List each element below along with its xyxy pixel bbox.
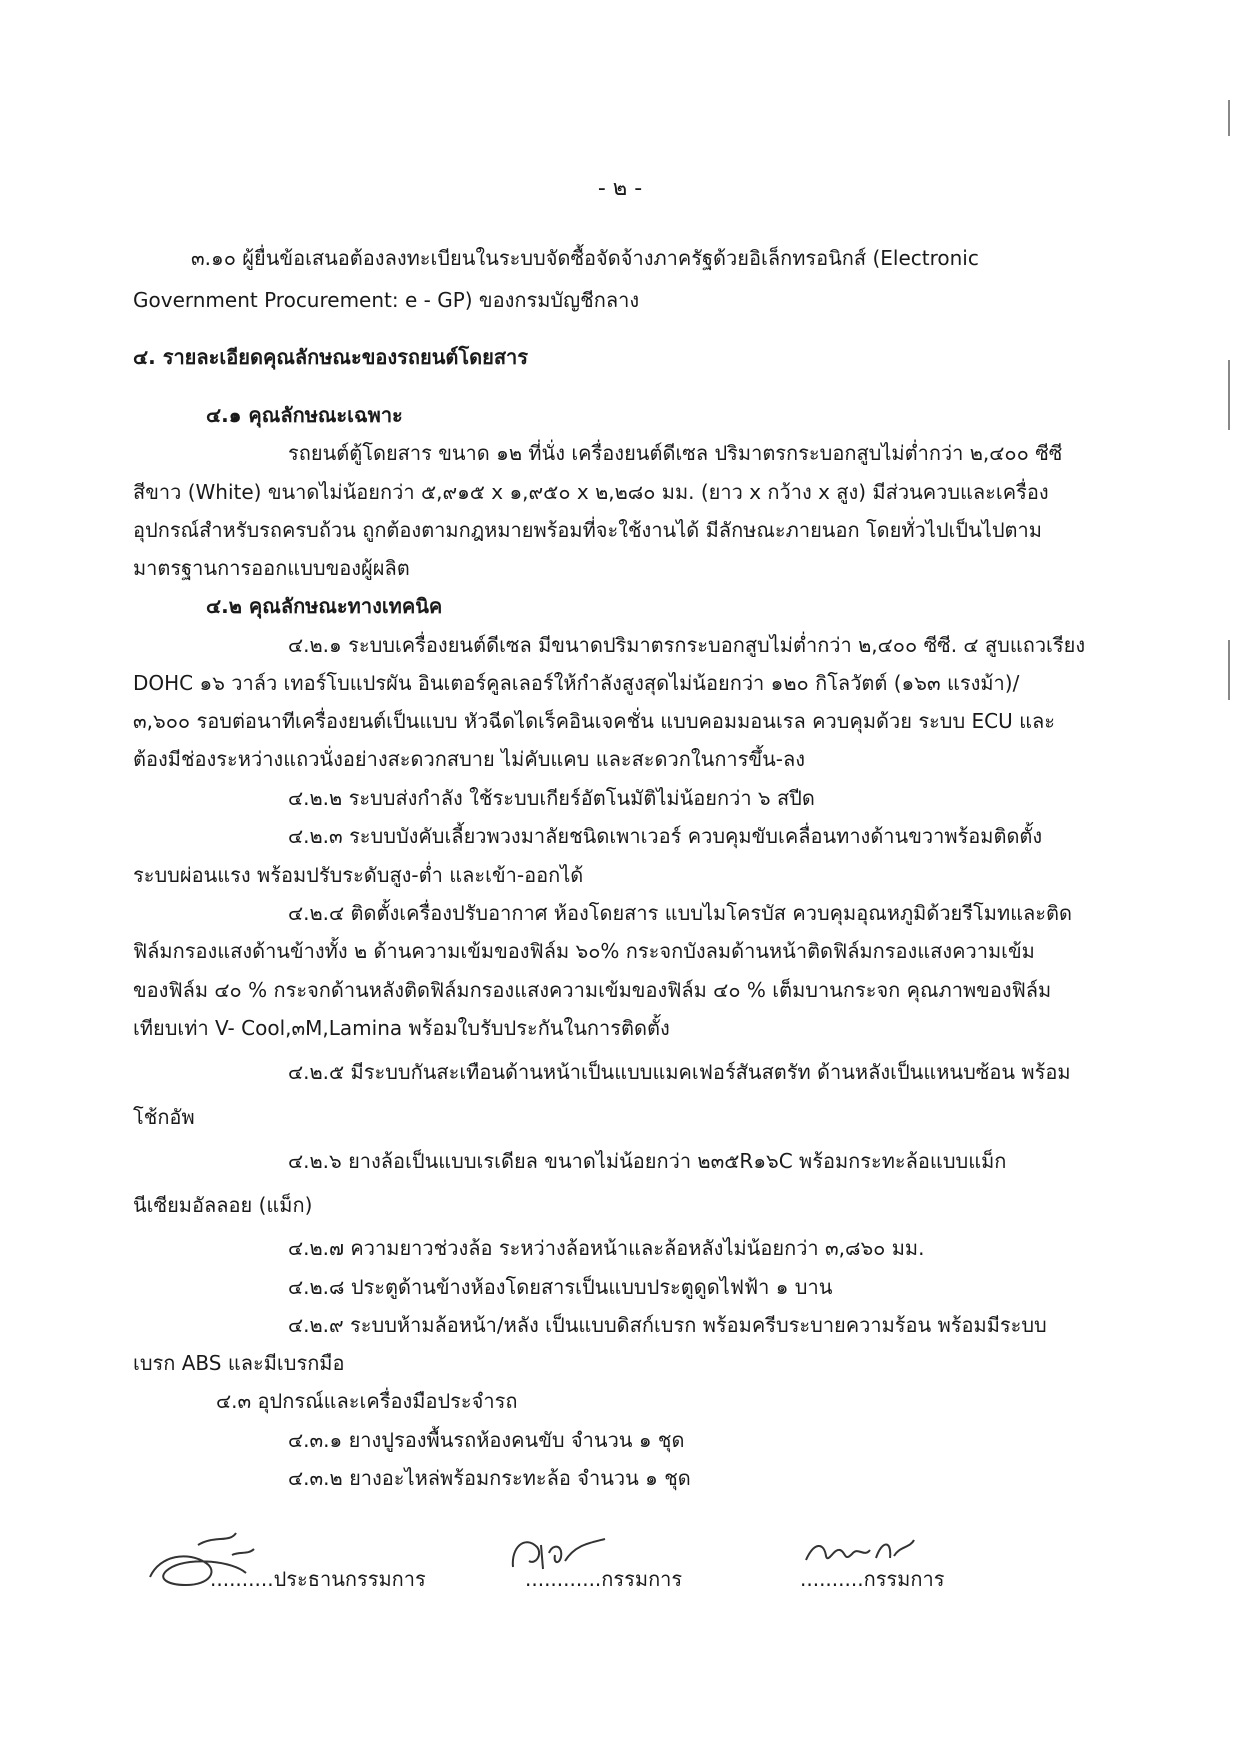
scan-mark [1228, 360, 1230, 430]
signature-dots: .......... [210, 1567, 274, 1591]
text-line: ของฟิล์ม ๔๐ % กระจกด้านหลังติดฟิล์มกรองแสงความเข้มของฟิล์ม ๔๐ % เต็มบานกระจก คุณภาพของฟิล์ม [133, 978, 1052, 1002]
text-line: ๔.๒.๒ ระบบส่งกำลัง ใช้ระบบเกียร์อัตโนมัติไม่น้อยกว่า ๖ สปีด [288, 786, 815, 810]
subsection-heading: ๔.๒ คุณลักษณะทางเทคนิค [206, 594, 443, 618]
text-line: ๔.๒.๘ ประตูด้านข้างห้องโดยสารเป็นแบบประตูดูดไฟฟ้า ๑ บาน [288, 1275, 833, 1299]
scan-mark [1228, 640, 1230, 700]
text-line: ๓.๑๐ ผู้ยื่นข้อเสนอต้องลงทะเบียนในระบบจัดซื้อจัดจ้างภาครัฐด้วยอิเล็กทรอนิกส์ (Electronic [191, 246, 979, 270]
text-line: ๔.๒.๗ ความยาวช่วงล้อ ระหว่างล้อหน้าและล้อหลังไม่น้อยกว่า ๓,๘๖๐ มม. [288, 1236, 925, 1260]
text-line: มาตรฐานการออกแบบของผู้ผลิต [133, 556, 410, 580]
text-line: ๔.๒.๙ ระบบห้ามล้อหน้า/หลัง เป็นแบบดิสก์เบรก พร้อมครีบระบายความร้อน พร้อมมีระบบ [288, 1313, 1047, 1337]
text-line: นีเซียมอัลลอย (แม็ก) [133, 1193, 313, 1217]
text-line: ๔.๒.๖ ยางล้อเป็นแบบเรเดียล ขนาดไม่น้อยกว่า ๒๓๕R๑๖C พร้อมกระทะล้อแบบแม็ก [288, 1149, 1007, 1173]
text-line: รถยนต์ตู้โดยสาร ขนาด ๑๒ ที่นั่ง เครื่องยนต์ดีเซล ปริมาตรกระบอกสูบไม่ต่ำกว่า ๒,๔๐๐ ซีซี [288, 441, 1063, 465]
text-line: ๔.๓.๑ ยางปูรองพื้นรถห้องคนขับ จำนวน ๑ ชุด [288, 1428, 685, 1452]
text-line: ๔.๓.๒ ยางอะไหล่พร้อมกระทะล้อ จำนวน ๑ ชุด [288, 1466, 691, 1490]
text-line: DOHC ๑๖ วาล์ว เทอร์โบแปรผัน อินเตอร์คูลเลอร์ให้กำลังสูงสุดไม่น้อยกว่า ๑๒๐ กิโลวัตต์ (๑๖๓ แรงม้า)/ [133, 671, 1020, 695]
text-line: ๔.๒.๔ ติดตั้งเครื่องปรับอากาศ ห้องโดยสาร แบบไมโครบัส ควบคุมอุณหภูมิด้วยรีโมทและติด [288, 901, 1072, 925]
text-line: ๔.๒.๕ มีระบบกันสะเทือนด้านหน้าเป็นแบบแมคเฟอร์สันสตรัท ด้านหลังเป็นแหนบซ้อน พร้อม [288, 1060, 1071, 1084]
section-heading: ๔. รายละเอียดคุณลักษณะของรถยนต์โดยสาร [133, 345, 529, 369]
text-line: ๔.๒.๑ ระบบเครื่องยนต์ดีเซล มีขนาดปริมาตรกระบอกสูบไม่ต่ำกว่า ๒,๔๐๐ ซีซี. ๔ สูบแถวเรียง [288, 633, 1086, 657]
signature-dots: .......... [800, 1567, 864, 1591]
text-line: ต้องมีช่องระหว่างแถวนั่งอย่างสะดวกสบาย ไม่คับแคบ และสะดวกในการขึ้น-ลง [133, 747, 805, 771]
text-line: โช้กอัพ [133, 1105, 195, 1129]
page-number: - ๒ - [597, 176, 643, 201]
text-line: ๓,๖๐๐ รอบต่อนาทีเครื่องยนต์เป็นแบบ หัวฉีดไดเร็คอินเจคชั่น แบบคอมมอนเรล ควบคุมด้วย ระบบ ECU และ [133, 709, 1056, 733]
text-line: เทียบเท่า V- Cool,๓M,Lamina พร้อมใบรับประกันในการติดตั้ง [133, 1016, 670, 1040]
scan-mark [1228, 100, 1230, 136]
subsection-heading: ๔.๓ อุปกรณ์และเครื่องมือประจำรถ [216, 1389, 518, 1413]
text-line: ฟิล์มกรองแสงด้านข้างทั้ง ๒ ด้านความเข้มของฟิล์ม ๖๐% กระจกบังลมด้านหน้าติดฟิล์มกรองแสงความเข้ม [133, 939, 1035, 963]
text-line: Government Procurement: e - GP) ของกรมบัญชีกลาง [133, 288, 640, 312]
signature-role: กรรมการ [601, 1567, 683, 1591]
text-line: อุปกรณ์สำหรับรถครบถ้วน ถูกต้องตามกฎหมายพร้อมที่จะใช้งานได้ มีลักษณะภายนอก โดยทั่วไปเป็นไปตาม [133, 518, 1042, 542]
text-line: ๔.๒.๓ ระบบบังคับเลี้ยวพวงมาลัยชนิดเพาเวอร์ ควบคุมขับเคลื่อนทางด้านขวาพร้อมติดตั้ง [288, 824, 1043, 848]
signature-dots: ............ [525, 1567, 602, 1591]
subsection-heading: ๔.๑ คุณลักษณะเฉพาะ [206, 403, 403, 427]
text-line: สีขาว (White) ขนาดไม่น้อยกว่า ๕,๙๑๕ x ๑,๙๕๐ x ๒,๒๘๐ มม. (ยาว x กว้าง x สูง) มีส่วนควบและเครื่อง [133, 480, 1049, 504]
text-line: ระบบผ่อนแรง พร้อมปรับระดับสูง-ต่ำ และเข้า-ออกได้ [133, 863, 584, 887]
signature-role: ประธานกรรมการ [273, 1567, 426, 1591]
signature-role: กรรมการ [863, 1567, 945, 1591]
text-line: เบรก ABS และมีเบรกมือ [133, 1351, 345, 1375]
